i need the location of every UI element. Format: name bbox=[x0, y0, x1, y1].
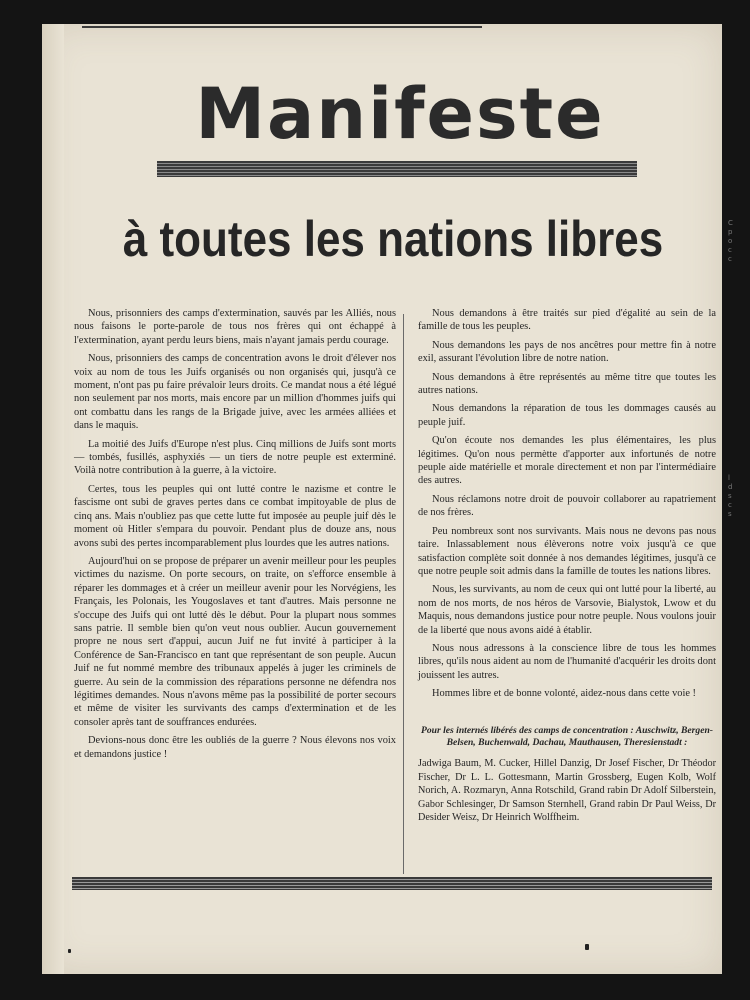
paragraph: Peu nombreux sont nos survivants. Mais nous ne devons pas nous taire. Inlassablement nous élèverons notre voix jusqu'à ce que satisfaction complète soit donnée à nos demandes légitimes, jusqu'à ce que notre peuple soit admis dans la famille de toutes les nations libres. bbox=[418, 525, 716, 577]
bottom-rule-bar bbox=[72, 877, 712, 890]
paragraph: Nous, prisonniers des camps d'extermination, sauvés par les Alliés, nous nous faisons le porte-parole de tous nos frères qui ont échappé à l'extermination, ayant perdu leurs biens, mais n'ayant jamais perdu courage. bbox=[74, 308, 396, 346]
paragraph: Nous demandons les pays de nos ancêtres pour mettre fin à notre exil, assurant l'évolution libre de notre nation. bbox=[418, 339, 716, 365]
newspaper-clipping bbox=[42, 24, 733, 974]
page-subtitle: à toutes les nations libres bbox=[122, 211, 664, 267]
paragraph: Nous, les survivants, au nom de ceux qui ont lutté pour la liberté, au nom de nos morts, de nos héros de Varsovie, Bialystok, Lwow et du Maquis, nous demandons justice pour notre peuple. Nous voulons jouir de la liberté que nous avons aidé à établir. bbox=[418, 584, 716, 636]
paragraph: Nous réclamons notre droit de pouvoir collaborer au rapatriement de nos frères. bbox=[418, 493, 716, 519]
margin-bleed-text: C p o c c bbox=[728, 219, 733, 263]
paragraph: Nous, prisonniers des camps de concentration avons le droit d'élever nos voix au nom de tous les Juifs organisés ou non organisés qui, jusqu'à ce moment, n'ont pas pu faire prévaloir leurs droits. Ce mandat nous a été légué non seulement par nos morts, mais encore par un million d'hommes juifs qui ont combattu dans les rangs de la Brigade juive, avec les armées alliées et dans le maquis. bbox=[74, 353, 396, 432]
paragraph: Nous nous adressons à la conscience libre de tous les hommes libres, qu'ils nous aident au nom de l'humanité d'acquérir les droits dont jouissent les autres. bbox=[418, 642, 716, 681]
column-divider bbox=[403, 314, 404, 874]
paragraph: Devions-nous donc être les oubliés de la guerre ? Nous élevons nos voix et demandons justice ! bbox=[74, 735, 396, 760]
margin-bleed-text: l d s c s bbox=[728, 474, 733, 518]
paragraph: Nous demandons à être représentés au même titre que toutes les autres nations. bbox=[418, 371, 716, 397]
signers-intro: Pour les internés libérés des camps de concentration : Auschwitz, Bergen-Belsen, Buchenwald, Dachau, Mauthausen, Theresienstadt : bbox=[421, 724, 713, 748]
paragraph: Hommes libre et de bonne volonté, aidez-nous dans cette voie ! bbox=[432, 688, 697, 700]
left-column bbox=[74, 307, 396, 766]
page-title: Manifeste bbox=[195, 73, 605, 155]
top-rule bbox=[82, 26, 482, 28]
ink-speck bbox=[68, 949, 71, 953]
right-column bbox=[418, 307, 716, 829]
ink-speck bbox=[585, 944, 589, 950]
signers-list: Jadwiga Baum, M. Cucker, Hillel Danzig, Dr Josef Fischer, Dr Théodor Fischer, Dr L. L. Gottesmann, Martin Grossberg, Eugen Kolb, Wolf Norich, A. Rozmaryn, Anna Rotschild, Grand rabin Dr Adolf Silberstein, Gabor Schlesinger, Dr Samson Sternhell, Grand rabin Dr Paul Weiss, Dr Desider Weisz, Dr Heinrich Wolffheim. bbox=[418, 758, 716, 823]
paragraph: Nous demandons à être traités sur pied d'égalité au sein de la famille de tous les peuples. bbox=[418, 308, 716, 333]
paragraph: La moitié des Juifs d'Europe n'est plus. Cinq millions de Juifs sont morts — tombés, fusillés, asphyxiés — un tiers de notre peuple est exterminé. Voilà notre contribution à la guerre, à la victoire. bbox=[74, 438, 396, 477]
title-underline-bar bbox=[157, 161, 637, 177]
paragraph: Nous demandons la réparation de tous les dommages causés au peuple juif. bbox=[418, 403, 716, 428]
paragraph: Aujourd'hui on se propose de préparer un avenir meilleur pour les peuples victimes du nazisme. On porte secours, on traite, on s'efforce ensemble à réparer les dommages et à créer un meilleur avenir pour les Norvégiens, les Français, les Polonais, les Yougoslaves et tant d'autres. Mais personne ne s'occupe des Juifs qui ont lutté dès le début. Pour la plupart nous sommes sans patrie. Il semble bien qu'on veut nous oublier. Aucun gouvernement propre ne nous sert d'appui, aucun Juif ne fut invité à participer à la Conférence de San-Francisco en tant que représentant de son peuple. Aucun Juif ne fut nommé membre des tribunaux appelés à juger les criminels de guerre. Au sein de la commission des réparations personne ne défendra nos légitimes demandes. Nous n'avons même pas la possibilité de porter secours et même de visiter les survivants des camps d'extermination et de les consoler après tant de souffrances endurées. bbox=[74, 555, 397, 728]
paragraph: Qu'on écoute nos demandes les plus élémentaires, les plus légitimes. Qu'on nous permètte d'apporter aux infortunés de notre peuple aide matérielle et morale directement et non par l'intermédiaire des autres. bbox=[418, 435, 716, 487]
paragraph: Certes, tous les peuples qui ont lutté contre le nazisme et contre le fascisme ont subi de graves pertes dans ce combat impitoyable de plus de cinq ans. Mais n'oubliez pas que cette lutte fut imposée au peuple juif dès le moment où Hitler s'empara du pouvoir. Pendant plus de douze ans, nous avons subi des pertes incomparablement plus lourdes que les autres nations. bbox=[74, 483, 396, 549]
